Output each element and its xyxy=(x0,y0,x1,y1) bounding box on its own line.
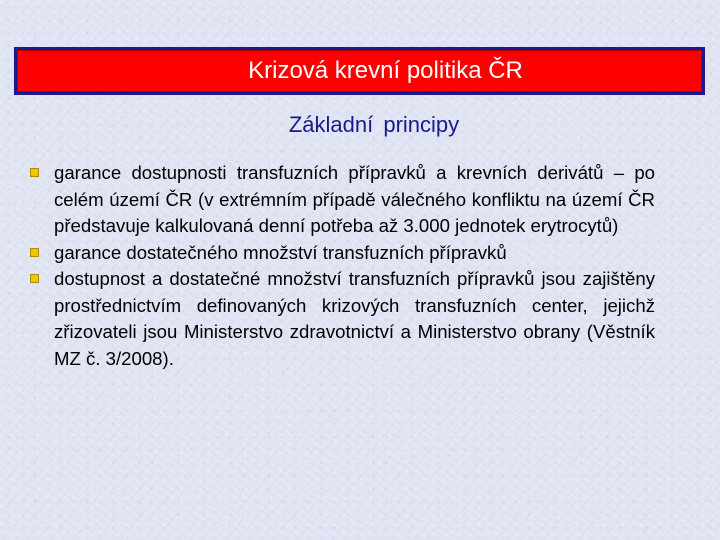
bullet-list xyxy=(30,160,655,372)
bullet-item xyxy=(30,240,655,267)
square-bullet-icon xyxy=(30,248,39,257)
bullet-text: dostupnost a dostatečné množství transfuzních přípravků jsou zajištěny prostřednictvím definovaných krizových transfuzních center, jejichž zřizovateli jsou Ministerstvo zdravotnictví a Ministerstvo obrany (Věstník MZ č. 3/2008). xyxy=(54,268,655,369)
slide-title: Krizová krevní politika ČR xyxy=(248,57,523,84)
bullet-text: garance dostatečného množství transfuzních přípravků xyxy=(54,241,507,263)
slide-subtitle: Základní principy xyxy=(288,112,460,137)
square-bullet-icon xyxy=(30,168,39,177)
square-bullet-icon xyxy=(30,274,39,283)
slide-title-bar xyxy=(14,47,705,95)
bullet-item xyxy=(30,266,655,372)
bullet-item xyxy=(30,160,655,240)
bullet-text: garance dostupnosti transfuzních přípravků a krevních derivátů – po celém území ČR (v extrémním případě válečného konfliktu na území ČR představuje kalkulovaná denní potřeba až 3.000 jednotek erytrocytů) xyxy=(54,162,655,236)
